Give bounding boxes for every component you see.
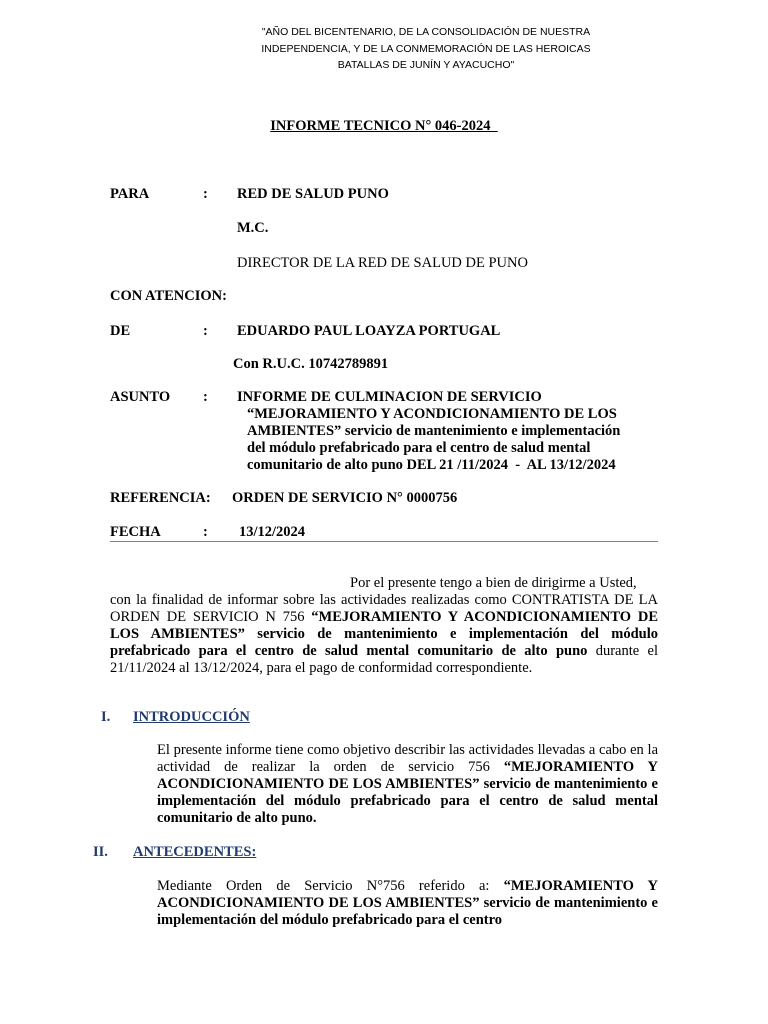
intro-bold-text: “MEJORAMIENTO Y ACONDICIONAMIENTO DE LOS AMBIENTES” servicio de mantenimiento e implementación del módulo prefabricado para el centro de salud mental comunitario de alto puno <box>110 609 659 659</box>
document-title: INFORME TECNICO N° 046-2024 <box>270 118 498 134</box>
referencia-label: REFERENCIA: <box>110 490 211 506</box>
section-number: II. <box>93 844 108 860</box>
fecha-label: FECHA <box>110 524 161 540</box>
asunto-value <box>237 389 667 474</box>
separator-line <box>110 541 658 542</box>
introduccion-text: El presente informe tiene como objetivo describir las actividades llevadas a cabo en la actividad de realizar la orden de servicio 756 <box>157 742 658 775</box>
ruc-value: Con R.U.C. 10742789891 <box>233 356 389 372</box>
antecedentes-text: Mediante Orden de Servicio N°756 referido a: <box>157 878 504 894</box>
asunto-line: del módulo prefabricado para el centro de salud mental <box>247 440 591 456</box>
de-value: EDUARDO PAUL LOAYZA PORTUGAL <box>237 323 501 339</box>
colon: : <box>203 524 208 540</box>
intro-tail-text: durante el 21/11/2024 al 13/12/2024, para el pago de conformidad correspondiente. <box>110 643 658 676</box>
de-label: DE <box>110 323 131 339</box>
para-position: DIRECTOR DE LA RED DE SALUD DE PUNO <box>237 255 528 271</box>
header-motto <box>250 24 602 74</box>
introduccion-bold-text: “MEJORAMIENTO Y ACONDICIONAMIENTO DE LOS AMBIENTES” servicio de mantenimiento e implementación del módulo prefabricado para el centro de salud mental comunitario de alto puno. <box>157 759 658 826</box>
colon: : <box>203 323 208 339</box>
colon: : <box>203 186 208 202</box>
introduccion-paragraph <box>157 742 658 827</box>
para-label: PARA <box>110 186 150 202</box>
motto-line: INDEPENDENCIA, Y DE LA CONMEMORACIÓN DE LAS HEROICAS <box>261 42 591 55</box>
para-title: M.C. <box>237 220 269 236</box>
referencia-value: ORDEN DE SERVICIO N° 0000756 <box>232 490 458 506</box>
intro-first-line: Por el presente tengo a bien de dirigirme a Usted, <box>350 575 637 591</box>
intro-paragraph <box>110 575 658 677</box>
asunto-line: INFORME DE CULMINACION DE SERVICIO <box>237 389 542 405</box>
antecedentes-bold-text: “MEJORAMIENTO Y ACONDICIONAMIENTO DE LOS AMBIENTES” servicio de mantenimiento e implementación del módulo prefabricado para el centro <box>157 878 659 928</box>
asunto-line: AMBIENTES” servicio de mantenimiento e implementación <box>247 423 621 439</box>
intro-text: con la finalidad de informar sobre las actividades realizadas como CONTRATISTA DE LA ORDEN DE SERVICIO N 756 <box>110 592 658 625</box>
antecedentes-paragraph <box>157 878 658 929</box>
motto-line: "AÑO DEL BICENTENARIO, DE LA CONSOLIDACIÓN DE NUESTRA <box>261 26 591 38</box>
asunto-label: ASUNTO <box>110 389 171 405</box>
colon: : <box>203 389 208 405</box>
section-title-introduccion: INTRODUCCIÓN <box>133 709 250 725</box>
asunto-line: “MEJORAMIENTO Y ACONDICIONAMIENTO DE LOS <box>247 406 617 422</box>
fecha-value: 13/12/2024 <box>239 524 306 540</box>
section-title-antecedentes: ANTECEDENTES: <box>133 844 257 860</box>
atencion-label: CON ATENCION: <box>110 288 227 304</box>
motto-line: BATALLAS DE JUNÍN Y AYACUCHO" <box>337 59 515 71</box>
section-number: I. <box>101 709 111 725</box>
para-value: RED DE SALUD PUNO <box>237 186 389 202</box>
asunto-line: comunitario de alto puno DEL 21 /11/2024 - AL 13/12/2024 <box>247 457 616 473</box>
